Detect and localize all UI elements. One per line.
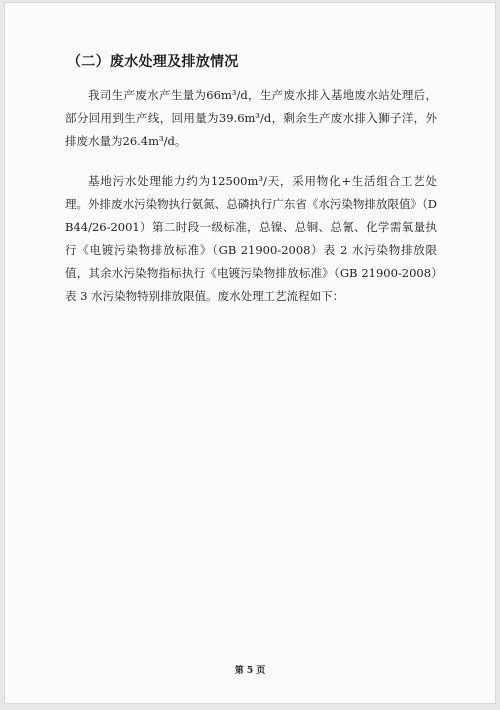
section-title: （二）废水处理及排放情况	[67, 54, 239, 70]
document-page	[5, 3, 495, 703]
paragraph-wastewater-volume: 我司生产废水产生量为66m³/d，生产废水排入基地废水站处理后，部分回用到生产线，回用量为39.6m³/d，剩余生产废水排入狮子洋，外排废水量为26.4m³/d。	[65, 87, 437, 148]
paragraph-treatment-standards: 基地污水处理能力约为12500m³/天，采用物化+生活组合工艺处理。外排废水污染物执行氨氮、总磷执行广东省《水污染物排放限值》（DB44/26-2001）第二时段一级标准，总镍、总铜、总氰、化学需氧量执行《电镀污染物排放标准》（GB 21900-2008）表 2 水污染物排放限值，其余水污染物指标执行《电镀污染物排放标准》（GB 21900-2008）表 3 水污染物特别排放限值。废水处理工艺流程如下：	[65, 173, 437, 303]
page-number: 第 5 页	[234, 666, 266, 676]
